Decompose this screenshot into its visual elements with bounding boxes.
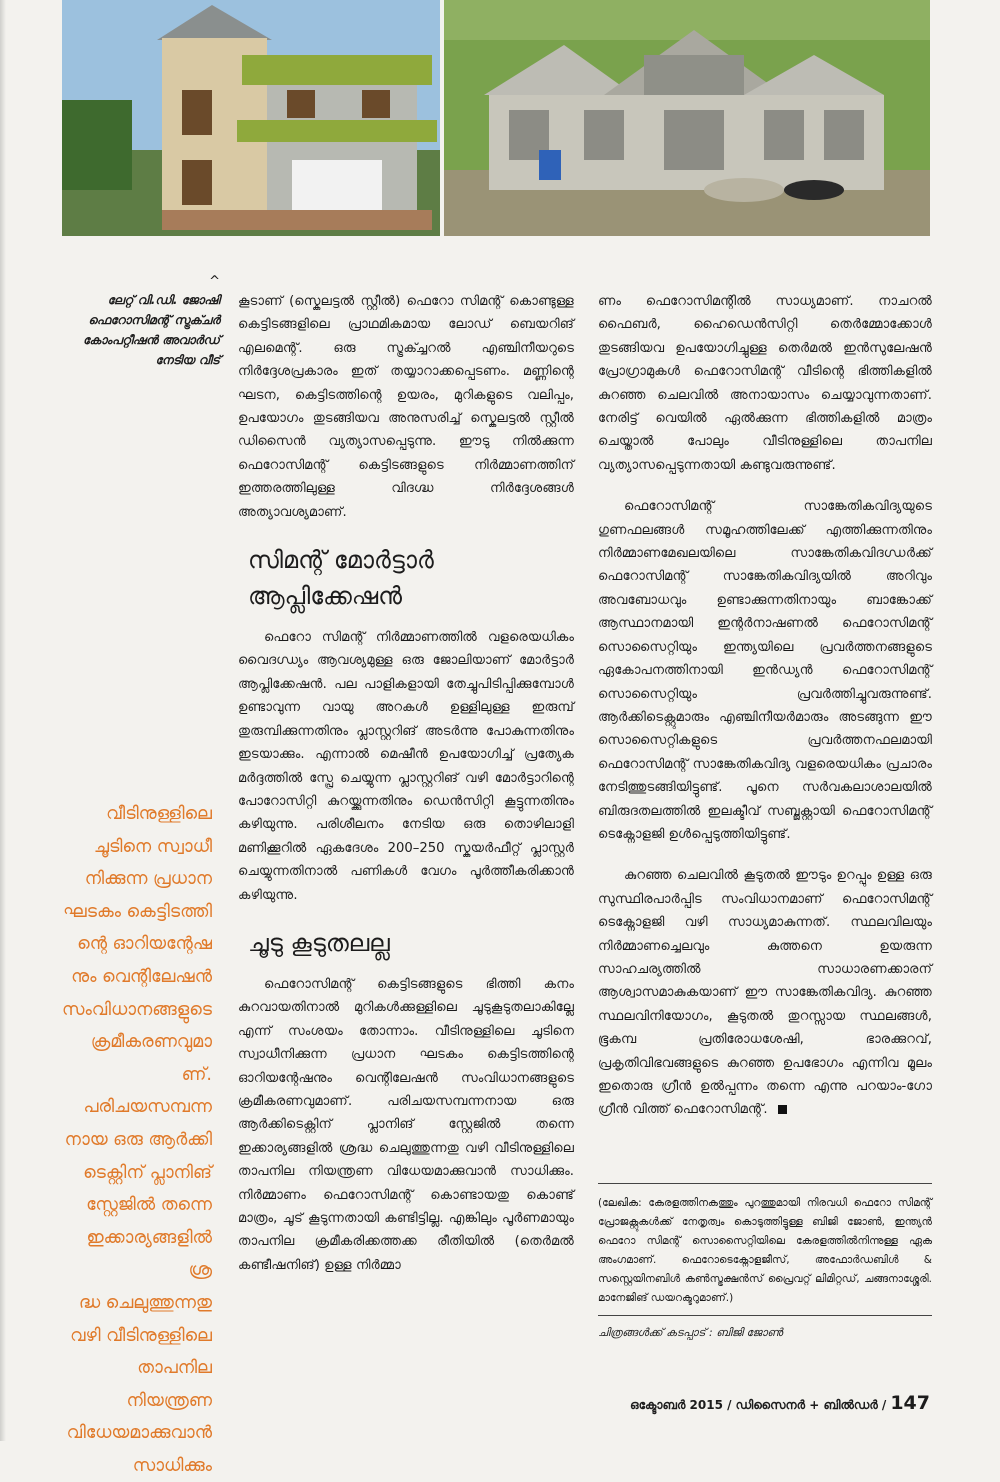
pullquote-line: ടെക്റ്റിന് പ്ലാനിങ് — [83, 1162, 212, 1183]
pullquote-line: ണ്. പരിചയസമ്പന്ന — [83, 1064, 212, 1118]
caption-line: ലേറ്റ് വി.ഡി. ജോഷി — [107, 293, 220, 307]
section-heading-mortar — [238, 542, 574, 614]
article-column-middle — [238, 290, 574, 1295]
pullquote-line: നിക്കുന്ന പ്രധാന — [84, 869, 212, 890]
heading-line: ആപ്ലിക്കേഷൻ — [248, 582, 402, 611]
heading-line: ചൂടു കൂടുതലല്ല — [248, 928, 390, 957]
paragraph: ഫെറോസിമന്റ് സാങ്കേതികവിദ്യയുടെ ഗുണഫലങ്ങൾ സമൂഹത്തിലേക്ക് എത്തിക്കുന്നതിനും നിർമ്മാണമേഖലയിലെ സാങ്കേതികവിദഗ്ധർക്ക് ഫെറോസിമന്റ് സാങ്കേതികവിദ്യയിൽ അറിവും അവബോധവും ഉണ്ടാക്കുന്നതിനായും ബാങ്കോക്ക് ആസ്ഥാനമായി ഇന്റർനാഷണൽ ഫെറോസിമന്റ് സൊസൈറ്റിയും ഇന്ത്യയിലെ പ്രവർത്തനങ്ങളുടെ ഏകോപനത്തിനായി ഇൻഡ്യൻ ഫെറോസിമന്റ് സൊസൈറ്റിയും പ്രവർത്തിച്ചുവരുന്നുണ്ട്. ആർക്കിടെക്റ്റുമാരും എഞ്ചിനീയർമാരും അടങ്ങുന്ന ഈ സൊസൈറ്റികളുടെ പ്രവർത്തനഫലമായി ഫെറോസിമന്റ് സാങ്കേതികവിദ്യ വളരെയധികം പ്രചാരം നേടിത്തുടങ്ങിയിട്ടുണ്ട്. പൂനെ സർവകലാശാലയിൽ ബിരുദതലത്തിൽ ഇലക്ടീവ് സബ്ജക്റ്റായി ഫെറോസിമന്റ് ടെക്നോളജി ഉൾപ്പെടുത്തിയിട്ടുണ്ട്. — [598, 499, 932, 842]
pullquote-line: ചൂടിനെ സ്വാധീ — [93, 836, 212, 857]
author-note: (ലേഖിക: കേരളത്തിനകത്തും പുറത്തുമായി നിരവധി ഫെറോ സിമന്റ് പ്രോജക്റ്റുകൾക്ക് നേതൃത്വം കൊടുത്തിട്ടുള്ള ബിജി ജോൺ, ഇന്ത്യൻ ഫെറോ സിമന്റ് സൊസൈറ്റിയിലെ കേരളത്തിൽനിന്നുള്ള ഏക അംഗമാണ്. ഫെറോടെക്നോളജീസ്, അഫോർഡബിൾ & സസ്റ്റെയിനബിൾ കൺസ്ട്രക്ഷൻസ് പ്രൈവറ്റ് ലിമിറ്റഡ്, ചങ്ങനാശ്ശേരി. മാനേജിങ് ഡയറക്ടറുമാണ്.) — [598, 1183, 932, 1308]
pullquote-line: താപനില നിയന്ത്രണ — [126, 1358, 212, 1411]
pullquote-line: ഇക്കാര്യങ്ങളിൽ ശ്ര — [86, 1227, 212, 1281]
caption-line: കോംപറ്റീഷൻ അവാർഡ് — [82, 333, 220, 347]
pullquote-line: വീടിനുള്ളിലെ — [106, 804, 212, 824]
caption-line: നേടിയ വീട് — [155, 353, 220, 367]
photo-caption — [62, 274, 220, 370]
paragraph: ണം ഫെറോസിമന്റിൽ സാധ്യമാണ്. നാചറൽ ഫൈബർ, ഹൈഡെൻസിറ്റി തെർമ്മോക്കോൾ തുടങ്ങിയവ ഉപയോഗിച്ചുള്ള തെർമൽ ഇൻസുലേഷൻ പ്രോഗ്രാമുകൾ ഫെറോസിമന്റ് വീടിന്റെ ഭിത്തികളിൽ കുറഞ്ഞ ചെലവിൽ അനായാസം ചെയ്യാവുന്നതാണ്. നേരിട്ട് വെയിൽ ഏൽക്കുന്ന ഭിത്തികളിൽ മാത്രം ചെയ്താൽ പോലും വീടിനുള്ളിലെ താപനില വ്യത്യാസപ്പെടുന്നതായി കണ്ടുവരുന്നുണ്ട്. — [598, 294, 932, 473]
pullquote-line: വഴി വീടിനുള്ളിലെ — [70, 1325, 212, 1346]
paragraph-text: കുറഞ്ഞ ചെലവിൽ കൂടുതൽ ഈടും ഉറപ്പും ഉള്ള ഒരു സുസ്ഥിരപാർപ്പിട സംവിധാനമാണ് ഫെറോസിമന്റ് ടെക്നോളജി വഴി സാധ്യമാകുന്നത്. സ്ഥലവിലയും നിർമ്മാണച്ചെലവും കുത്തനെ ഉയരുന്ന സാഹചര്യത്തിൽ സാധാരണക്കാരന് ആശ്വാസമാകുകയാണ് ഈ സാങ്കേതികവിദ്യ. കുറഞ്ഞ സ്ഥലവിനിയോഗം, കൂടുതൽ തുറസ്സായ സ്ഥലങ്ങൾ, ഭൂകമ്പ പ്രതിരോധശേഷി, ഭാരക്കുറവ്, പ്രകൃതിവിഭവങ്ങളുടെ കുറഞ്ഞ ഉപഭോഗം എന്നിവ മൂലം ഇതൊരു ഗ്രീൻ ഉൽപ്പന്നം തന്നെ എന്നു പറയാം-ഗോ ഗ്രീൻ വിത്ത് ഫെറോസിമന്റ്. — [598, 868, 932, 1118]
pullquote-line: സംവിധാനങ്ങളുടെ — [62, 999, 212, 1020]
pullquote-line: വിധേയമാക്കുവാൻ — [66, 1423, 212, 1444]
end-mark-icon — [778, 1105, 787, 1114]
article-column-right — [598, 290, 932, 1140]
pullquote-line: ഘടകം കെട്ടിടത്തി — [63, 901, 212, 922]
pullquote-line: നും വെന്റിലേഷൻ — [71, 966, 212, 987]
pullquote-line: സാധിക്കും — [132, 1455, 212, 1476]
page-fold-shadow — [0, 0, 6, 1441]
caption-line: ഫെറോസിമന്റ് സ്ട്രക്ചർ — [88, 313, 220, 327]
pull-quote — [62, 798, 212, 1482]
section-heading-heat — [238, 925, 574, 961]
paragraph-final — [598, 864, 932, 1121]
page-number: 147 — [890, 1392, 930, 1414]
paragraph: ഫെറോസിമന്റ് കെട്ടിടങ്ങളുടെ ഭിത്തി കനം കുറവായതിനാൽ മുറികൾക്കുള്ളിലെ ചൂടുകൂടുതലാകില്ലേ എന്ന് സംശയം തോന്നാം. വീടിനുള്ളിലെ ചൂടിനെ സ്വാധീനിക്കുന്ന പ്രധാന ഘടകം കെട്ടിടത്തിന്റെ ഓറിയന്റേഷനും വെന്റിലേഷൻ സംവിധാനങ്ങളുടെ ക്രമീകരണവുമാണ്. പരിചയസമ്പന്നനായ ഒരു ആർക്കിടെക്റ്റിന് പ്ലാനിങ് സ്റ്റേജിൽ തന്നെ ഇക്കാര്യങ്ങളിൽ ശ്രദ്ധ ചെലുത്തുന്നതു വഴി വീടിനുള്ളിലെ താപനില നിയന്ത്രണ വിധേയമാക്കുവാൻ സാധിക്കും. നിർമ്മാണം ഫെറോസിമന്റ് കൊണ്ടായതു കൊണ്ട് മാത്രം, ചൂട് കൂടുന്നതായി കണ്ടിട്ടില്ല. എങ്കിലും പൂർണമായും താപനില ക്രമീകരിക്കത്തക്ക രീതിയിൽ (തെർമൽ കണ്ടീഷനിങ്) ഉള്ള നിർമ്മാ — [238, 976, 574, 1273]
pullquote-line: ന്റെ ഓറിയന്റേഷ — [77, 934, 212, 955]
house-photo-right — [444, 0, 930, 236]
pullquote-line: നായ ഒരു ആർക്കി — [64, 1129, 212, 1150]
heading-line: സിമന്റ് മോർട്ടാർ — [248, 546, 434, 575]
house-photo-left — [62, 0, 440, 236]
pullquote-line: ദ്ധ ചെലുത്തുന്നതു — [78, 1292, 212, 1313]
photo-credit: ചിത്രങ്ങൾക്ക് കടപ്പാട് : ബിജി ജോൺ — [598, 1315, 932, 1340]
page-footer — [630, 1392, 930, 1414]
pullquote-line: സ്റ്റേജിൽ തന്നെ — [86, 1195, 212, 1216]
pullquote-line: ക്രമീകരണവുമാ — [90, 1032, 212, 1053]
issue-info: ഒക്ടോബർ 2015 / ഡിസൈനർ + ബിൽഡർ / — [630, 1398, 887, 1412]
paragraph: കൂടാണ് (സ്കെലട്ടൽ സ്റ്റീൽ) ഫെറോ സിമന്റ് കൊണ്ടുള്ള കെട്ടിടങ്ങളിലെ പ്രാഥമികമായ ലോഡ് ബെയറിങ് എലമെന്റ്. ഒരു സ്ട്രക്ച്ചറൽ എഞ്ചിനീയറുടെ നിർദ്ദേശപ്രകാരം ഇത് തയ്യാറാക്കപ്പെടണം. മണ്ണിന്റെ ഘടന, കെട്ടിടത്തിന്റെ ഉയരം, മുറികളുടെ വലിപ്പം, ഉപയോഗം തുടങ്ങിയവ അനുസരിച്ച് സ്കെലട്ടൽ സ്റ്റീൽ ഡിസൈൻ വ്യത്യാസപ്പെടുന്നു. ഈടു നിൽക്കുന്ന ഫെറോസിമന്റ് കെട്ടിടങ്ങളുടെ നിർമ്മാണത്തിന് ഇത്തരത്തിലുള്ള വിദഗ്ദ്ധ നിർദ്ദേശങ്ങൾ അത്യാവശ്യമാണ്. — [238, 294, 574, 520]
paragraph: ഫെറോ സിമന്റ് നിർമ്മാണത്തിൽ വളരെയധികം വൈദഗ്ധ്യം ആവശ്യമുള്ള ഒരു ജോലിയാണ് മോർട്ടാർ ആപ്ലിക്കേഷൻ. പല പാളികളായി തേച്ചുപിടിപ്പിക്കുമ്പോൾ ഉണ്ടാവുന്ന വായു അറകൾ ഉള്ളിലുള്ള ഇരുമ്പ് തുരുമ്പിക്കുന്നതിനും പ്ലാസ്റ്ററിങ് അടർന്നു പോകുന്നതിനും ഇടയാക്കും. എന്നാൽ മെഷീൻ ഉപയോഗിച്ച് പ്രത്യേക മർദ്ദത്തിൽ സ്പ്രേ ചെയ്യുന്ന പ്ലാസ്റ്ററിങ് വഴി മോർട്ടാറിന്റെ പോറോസിറ്റി കുറയ്ക്കുന്നതിനും ഡെൻസിറ്റി കൂട്ടുന്നതിനും കഴിയുന്നു. പരിശീലനം നേടിയ ഒരു തൊഴിലാളി മണിക്കൂറിൽ ഏകദേശം 200–250 സ്കയർഫീറ്റ് പ്ലാസ്റ്റർ ചെയ്യുന്നതിനാൽ പണികൾ വേഗം പൂർത്തീകരിക്കാൻ കഴിയുന്നു. — [238, 630, 574, 903]
caption-arrow: ^ — [209, 274, 220, 289]
